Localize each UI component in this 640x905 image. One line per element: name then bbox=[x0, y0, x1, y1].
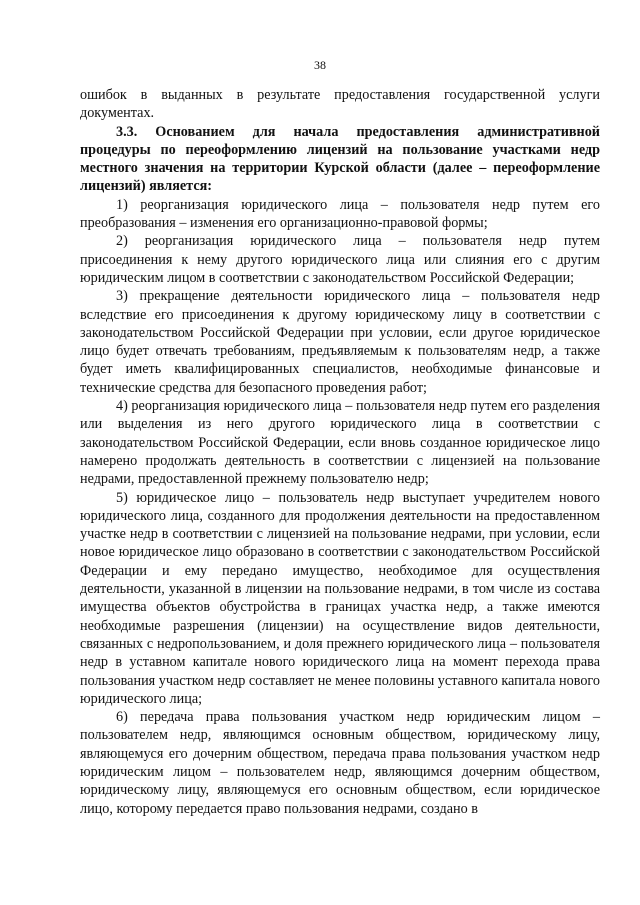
list-item: 5) юридическое лицо – пользователь недр выступает учредителем нового юридического лица, созданного для продолжения деятельности на предоставленном участке недр в соответствии с лицензией на пользование недрами, при условии, если новое юридическое лицо образовано в соответствии с законодательством Российской Федерации и ему передано имущество, необходимое для осуществления деятельности, указанной в лицензии на пользование недрами, в том числе из состава имущества объектов обустройства в границах участка недр, а также имеются необходимые разрешения (лицензии) на осуществление видов деятельности, связанных с недропользованием, и доля прежнего юридического лица – пользователя недр в уставном капитале нового юридического лица на момент перехода права пользования участком недр составляет не менее половины уставного капитала нового юридического лица; bbox=[80, 489, 600, 707]
document-body bbox=[80, 86, 600, 818]
list-item: 4) реорганизация юридического лица – пользователя недр путем его разделения или выделения из него другого юридического лица в соответствии с законодательством Российской Федерации, если вновь созданное юридическое лицо намерено продолжать деятельность в соответствии с лицензией на пользование недрами, предоставленной прежнему пользователю недр; bbox=[80, 398, 600, 488]
list-item: 6) передача права пользования участком недр юридическим лицом – пользователем недр, являющимся основным обществом, юридическому лицу, являющемуся его дочерним обществом, передача права пользования участком недр юридическим лицом – пользователем недр, являющимся дочерним обществом, юридическому лицу, являющемуся его основным обществом, если юридическое лицо, которому передается право пользования недрами, создано в bbox=[80, 709, 600, 817]
list-item: 1) реорганизация юридического лица – пользователя недр путем его преобразования – изменения его организационно-правовой формы; bbox=[80, 196, 600, 232]
list-item: 2) реорганизация юридического лица – пользователя недр путем присоединения к нему другого юридического лица или слияния его с другим юридическим лицом в соответствии с законодательством Российской Федерации; bbox=[80, 233, 600, 286]
paragraph-continuation: ошибок в выданных в результате предоставления государственной услуги документах. bbox=[80, 87, 600, 122]
page-number: 38 bbox=[314, 58, 326, 72]
list-item: 3) прекращение деятельности юридического лица – пользователя недр вследствие его присоединения к другому юридическому лицу в соответствии с законодательством Российской Федерации при условии, если другое юридическое лицо будет отвечать требованиям, предъявляемым к пользователям недр, а также будет иметь квалифицированных специалистов, необходимые финансовые и технические средства для безопасного проведения работ; bbox=[80, 288, 600, 396]
section-heading: 3.3. Основанием для начала предоставления административной процедуры по переоформлению лицензий на пользование участками недр местного значения на территории Курской области (далее – переоформление лицензий) является: bbox=[80, 123, 600, 195]
